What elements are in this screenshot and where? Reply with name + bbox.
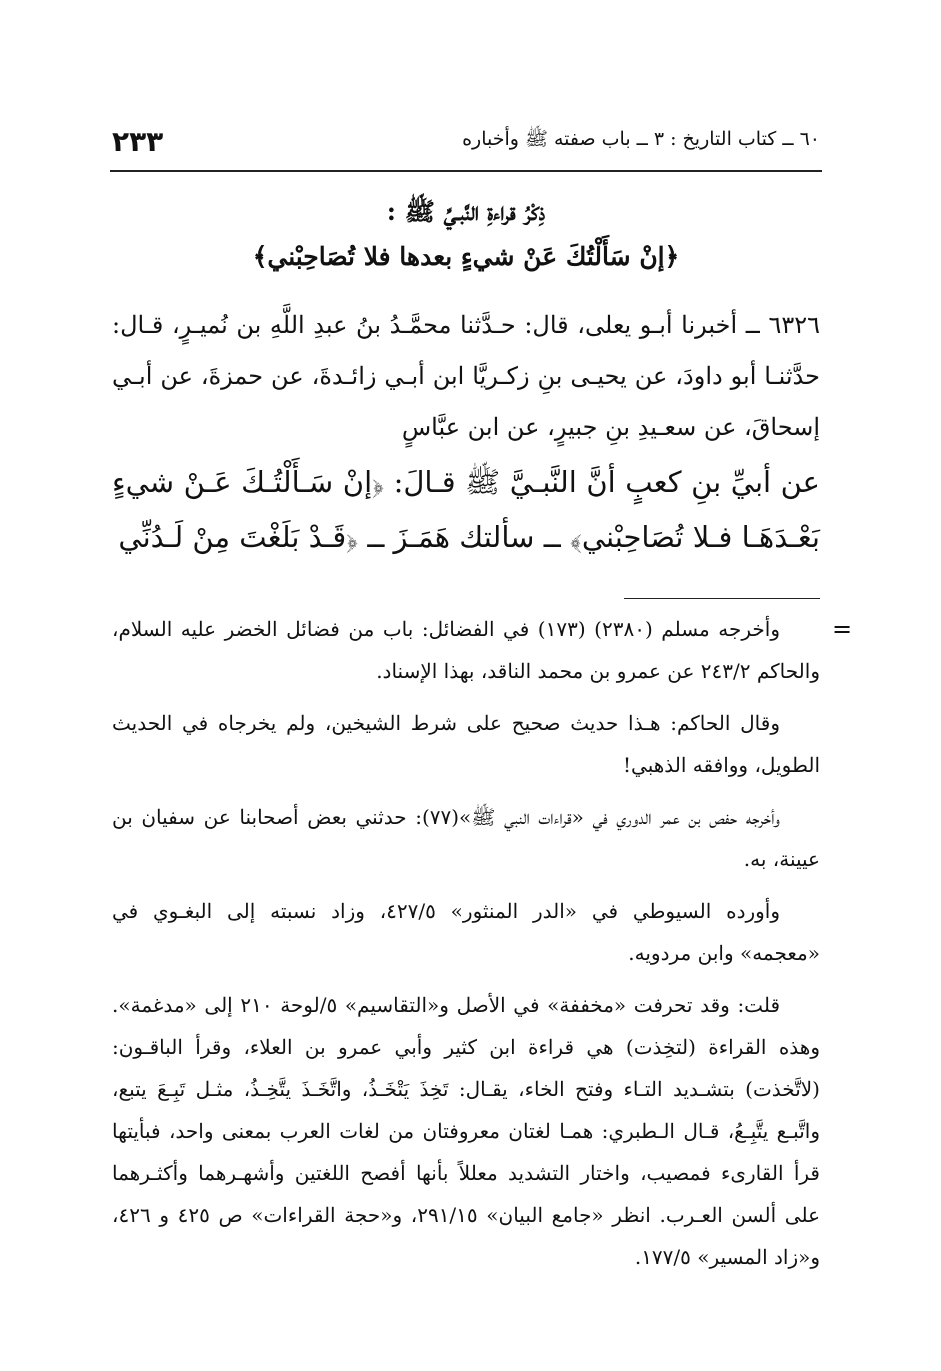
running-head: ٦٠ ــ كتاب التاريخ : ٣ ــ باب صفته ﷺ وأخباره (462, 128, 820, 150)
footnote-paragraph: وقال الحاكم: هـذا حديث صحيح على شرط الشيخين، ولم يخرجاه في الحديث الطويل، ووافقه الذهبي! (112, 711, 820, 777)
page-number: ٢٣٣ (112, 124, 164, 158)
chapter-subtitle: ﴿إنْ سَأَلْتُكَ عَنْ شيءٍ بعدها فلا تُصَاحِبْني﴾ (252, 242, 680, 271)
footnote-continuation-marker: = (832, 615, 853, 643)
chapter-title: ذِكْرُ قراءةِ النَّبـيِّ ﷺ : (386, 197, 546, 226)
footnote-paragraph: قلت: وقد تحرفت «مخففة» في الأصل و«التقاسيم» ٥/لوحة ٢١٠ إلى «مدغمة». وهذه القراءة (لتخِذت) هي قراءة ابن كثير وأبي عمرو بن العلاء، وقرأ الباقـون: (لاتَّخذت) بتشـديد التـاء وفتح الخاء، يقـال: تَخِذَ يَتْخَـذُ، واتَّخَـذَ يتَّخِـذُ، مثـل تَبِـعَ يتبع، واتَّبـع يتَّبِـعُ، قـال الـطبري: همـا لغتان معروفتان من لغات العرب بمعنى واحد، فبأيتها قرأ القارىء فمصيب، واختار التشديد معللاً بأنها أفصح اللغتين وأشهـرهما وأكثـرهما على ألسن العـرب. انظر «جامع البيان» ٢٩١/١٥، و«حجة القراءات» ص ٤٢٥ و ٤٢٦، و«زاد المسير» ١٧٧/٥. (112, 993, 821, 1269)
footnote-paragraph: وأخرجه حفص بن عمر الدوري في «قراءات النبي ﷺ»(٧٧): حدثني بعض أصحابنا عن سفيان بن عيينة، به. (112, 805, 820, 871)
footnotes (112, 608, 820, 1288)
hadith-matn: عن أبيِّ بنِ كعبٍ أنَّ النَّبـيَّ ﷺ قـالَ: ﴿إنْ سَـأَلْتُـكَ عَـنْ شيءٍ بَعْـدَهَـا فـلا تُصَاحِبْني﴾ ــ سألتك هَمَـزَ ــ ﴿قَـدْ بَلَغْتَ مِنْ لَـدُنِّي (112, 465, 820, 554)
page-header (112, 120, 820, 162)
footnote-paragraph: وأخرجه مسلم (٢٣٨٠) (١٧٣) في الفضائل: باب من فضائل الخضر عليه السلام، والحاكم ٢٤٣/٢ عن عمرو بن محمد الناقد، بهذا الإسناد. (112, 617, 820, 683)
hadith-isnad: ٦٣٢٦ ــ أخبرنا أبـو يعلى، قال: حـدَّثنا محمَّـدُ بنُ عبدِ اللَّهِ بن نُميـرٍ، قـال: حدَّثنـا أبو داودَ، عن يحيـى بنِ زكـريَّا ابن أبـي زائـدةَ، عن حمزةَ، عن أبـي إسحاقَ، عن سعـيدِ بنِ جبيرٍ، عن ابن عبَّاسٍ (112, 311, 820, 441)
footnote-rule (624, 598, 820, 599)
header-rule (110, 170, 822, 172)
footnote-paragraph: وأورده السيوطي في «الدر المنثور» ٤٢٧/٥، وزاد نسبته إلى البغـوي في «معجمه» وابن مردويه. (112, 899, 820, 965)
